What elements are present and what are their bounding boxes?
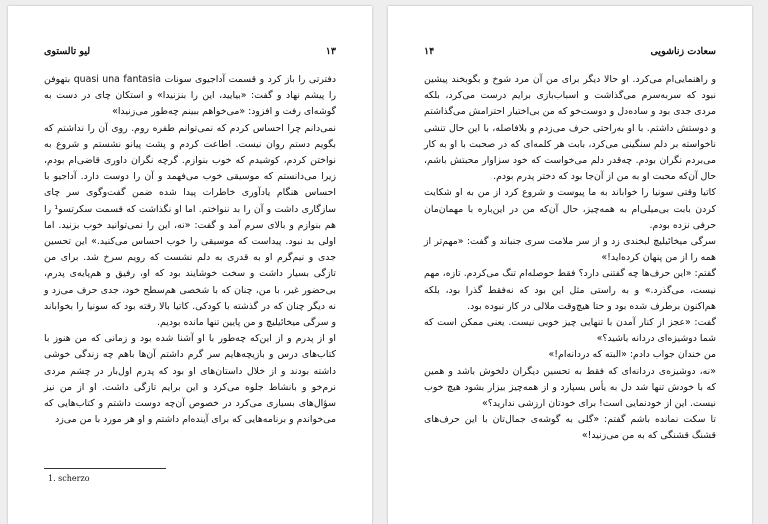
paragraph: و راهنمایی‌ام می‌کرد. او حالا دیگر برای من آن مرد شوخ و بگو‌بخند پیشین نبود که سربه‌سرم می‌گذاشت و اسباب‌بازی برایم درست می‌کرد، بلکه مردی جدی بود و ساده‌دل و دوست‌خو که من بی‌اختیار احترامش می‌گذاشتم و دوستش داشتم. با او به‌راحتی حرف می‌زدم و بلافاصله، با این حال تنشی ناخواسته بر دلم سنگینی می‌کرد، بابت هر کلمه‌ای که در صحبت با او به کار می‌بردم نگران بودم. چه‌قدر دلم می‌خواست که خود سزاوار محبتش باشم، حال آن‌که محبت او به من از آن‌جا بود که دختر پدرم بودم. [424, 74, 716, 183]
paragraph: او از پدرم و از این‌که چه‌طور با او آشنا شده بود و زمانی که من هنوز با کتاب‌های درس و بازیچه‌هایم سر گرم داشتم آن‌ها باهم چه زندگی خوشی داشته بودند و از خلال داستان‌های او بود که پدرم اول‌بار در چشم مردی نرم‌خو و بانشاط جلوه می‌کرد و این برایم تازگی داشت. او از من نیز سؤال‌های بسیاری می‌کرد در خصوص آن‌چه دوست داشتم و کتاب‌هایی که می‌خواندم و برنامه‌هایی که برای آینده‌ام داشتم و او هر مورد با من می‌زد [44, 333, 336, 426]
paragraph: کاتیا وقتی سونیا را خواباند به ما پیوست و شروع کرد از من به او شکایت کردن بابت بی‌میلی‌ام به همه‌چیز، حال آن‌که من در این‌باره با مهمان‌مان حرفی نزده بودم. [424, 187, 716, 231]
page-header [44, 46, 336, 66]
paragraph: نمی‌دانم چرا احساس کردم که نمی‌توانم طفره روم. روی آن را نداشتم که بگویم دستم روان نیست. اطاعت کردم و پشت پیانو نشستم و شروع به نواختن کردم، کوشیدم که خوب بنوازم. گرچه نگران داوری قاضی‌ام بودم، زیرا می‌دانستم که موسیقی خوب می‌فهمد و آن را دوست دارد. آداجیو با احساس هنگام یادآوری خاطرات پیدا شده ضمن گفت‌وگوی سر چای سازگاری داشت و آن را بد ننواختم. اما او نگذاشت که قسمت سکرتسو¹ را هم بنوازم و بالای سرم آمد و گفت: «نه، این را نمی‌توانید خوب بزنید. اما اولی بد نبود. پیداست که موسیقی را خوب احساس می‌کنید.» این تحسین جدی و نیم‌گرم او به قدری به دلم نشست که رویم سرخ شد. برای من تازگی بسیار داشت و سخت خوشایند بود که او، رفیق و هم‌پایه‌ی پدرم، بی‌حضور غیر، با من، چنان که با شخصی هم‌سطح خود، جدی حرف می‌زد و نه دیگر چنان که در گذشته با کودکی. کاتیا بالا رفته بود که سونیا را بخواباند و سرگی میخائیلیچ و من پایین تنها مانده بودیم. [44, 122, 336, 329]
paragraph: سرگی میخائیلیچ لبخندی زد و از سر ملامت سری جنباند و گفت: «مهم‌تر از همه را از من پنهان کرده‌اید!» [424, 236, 716, 264]
page-number: ۱۴ [424, 46, 435, 57]
paragraph: دفترتی را باز کرد و قسمت آداجیوی سونات quasi una fantasia بتهوفن را پیشم نهاد و گفت: «بیایید، این را بنزنیدا» و استکان چای در دست به گوشه‌ای رفت و افزود: «می‌خواهم ببینم چه‌طور می‌زنیدا» [44, 74, 337, 118]
paragraph: «نه، دوشیزه‌ی دردانه‌ای که فقط به تحسین دیگران دلخوش باشد و همین که با خودش تنها شد دل به یأس بسپارد و از همه‌چیز بیزار بشود هیچ خوب نیست. این از خودنمایی است! برای خودتان ارزشی ندارید؟» [424, 365, 716, 410]
footnote: 1. scherzo [48, 474, 90, 483]
footnote-divider [44, 468, 166, 469]
paragraph: گفت: «عجز از کنار آمدن با تنهایی چیز خوبی نیست. یعنی ممکن است که شما دوشیزه‌ای دردانه باشید؟» [424, 317, 716, 345]
paragraph: گفتم: «این حرف‌ها چه گفتنی دارد؟ فقط حوصله‌ام تنگ می‌کردم. تازه، مهم نیست، می‌گذرد.» و به راستی مثل این بود که نه‌فقط گذرا بود، بلکه هم‌اکنون برطرف شده بود و حتا هیچ‌وقت ملالی در کار نبوده بود. [424, 268, 716, 312]
page-header [424, 46, 716, 66]
header-title: لیو تالستوی [44, 46, 91, 57]
paragraph: تا سکت نمانده باشم گفتم: «گلی به گوشه‌ی جمال‌تان با این حرف‌های قشنگ قشنگی که به من می‌زنید!» [424, 414, 716, 442]
right-page [388, 6, 752, 524]
left-page [8, 6, 372, 524]
page-body [424, 72, 716, 445]
page-number: ۱۳ [325, 46, 336, 57]
page-body [44, 72, 336, 428]
header-title: سعادت زناشویی [650, 46, 716, 57]
paragraph: من خندان جواب دادم: «البته که دردانه‌ام!» [548, 349, 716, 361]
